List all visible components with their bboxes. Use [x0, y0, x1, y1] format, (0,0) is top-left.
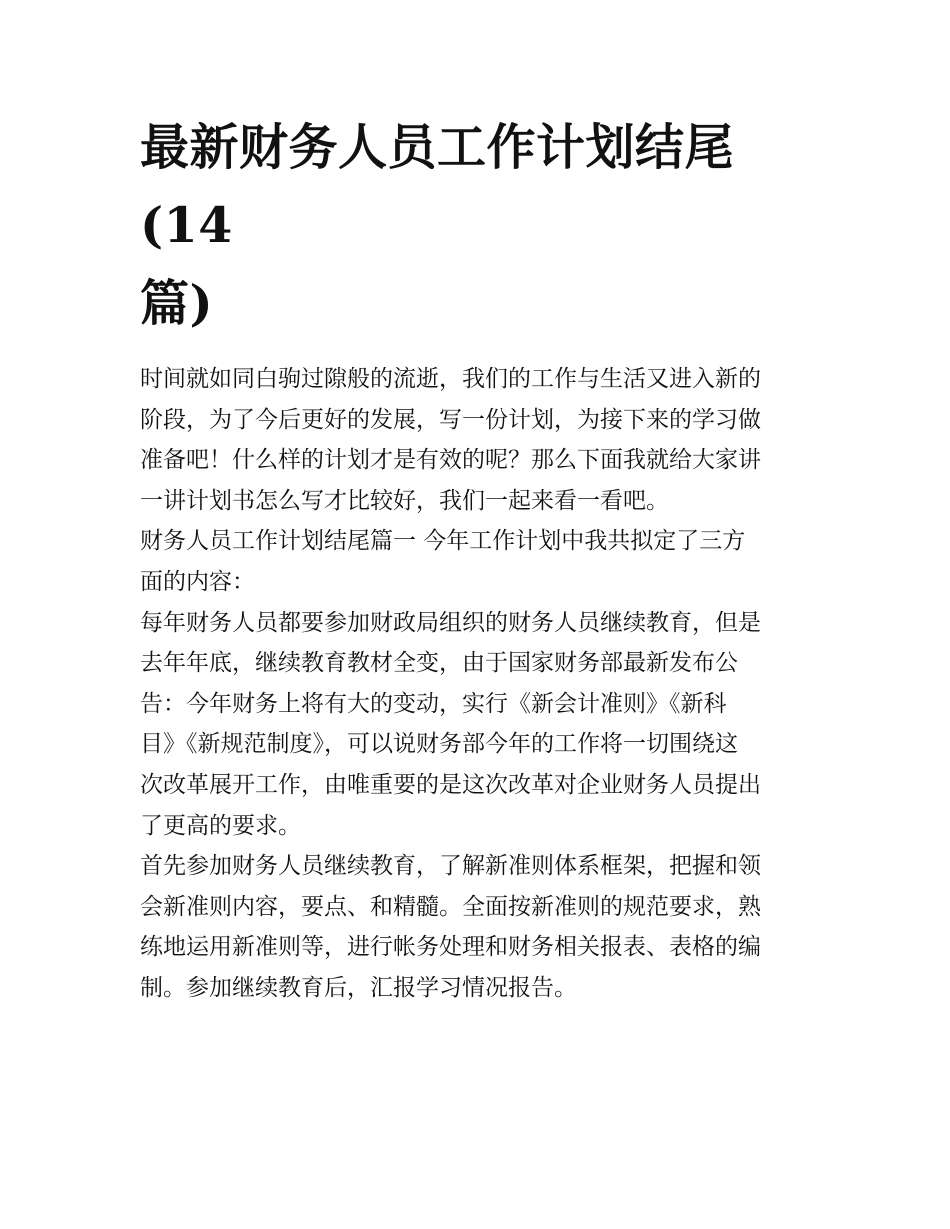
text-line: 阶段，为了今后更好的发展，写一份计划，为接下来的学习做: [140, 406, 761, 433]
text-line: 会新准则内容，要点、和精髓。全面按新准则的规范要求，熟: [140, 893, 761, 920]
document-title: [140, 108, 812, 342]
text-line: 每年财务人员都要参加财政局组织的财务人员继续教育，但是: [140, 609, 761, 636]
title-line: 最新财务人员工作计划结尾(14: [140, 118, 735, 254]
text-line: 一讲计划书怎么写才比较好，我们一起来看一看吧。: [140, 487, 669, 514]
text-line: 了更高的要求。: [140, 812, 301, 839]
text-line: 面的内容：: [140, 568, 255, 595]
text-line: 准备吧！什么样的计划才是有效的呢？那么下面我就给大家讲: [140, 447, 761, 474]
text-line: 去年年底，继续教育教材全变，由于国家财务部最新发布公: [140, 650, 738, 677]
title-line: 篇): [140, 274, 214, 332]
text-line: 首先参加财务人员继续教育，了解新准则体系框架，把握和领: [140, 853, 761, 880]
body-paragraph: [140, 603, 812, 847]
section-heading-paragraph: [140, 521, 812, 602]
document-body: [140, 359, 812, 1009]
text-line: 目》《新规范制度》，可以说财务部今年的工作将一切围绕这: [140, 731, 738, 758]
text-line: 时间就如同白驹过隙般的流逝，我们的工作与生活又进入新的: [140, 366, 761, 392]
intro-paragraph: [140, 359, 812, 521]
text-line: 次改革展开工作，由唯重要的是这次改革对企业财务人员提出: [140, 771, 761, 798]
text-line: 制。参加继续教育后，汇报学习情况报告。: [140, 974, 577, 1001]
document-page: [140, 108, 812, 1009]
text-line: 告：今年财务上将有大的变动，实行《新会计准则》《新科: [140, 690, 727, 717]
text-line: 练地运用新准则等，进行帐务处理和财务相关报表、表格的编: [140, 934, 761, 961]
text-line: 财务人员工作计划结尾篇一 今年工作计划中我共拟定了三方: [140, 528, 746, 555]
body-paragraph: [140, 846, 812, 1008]
